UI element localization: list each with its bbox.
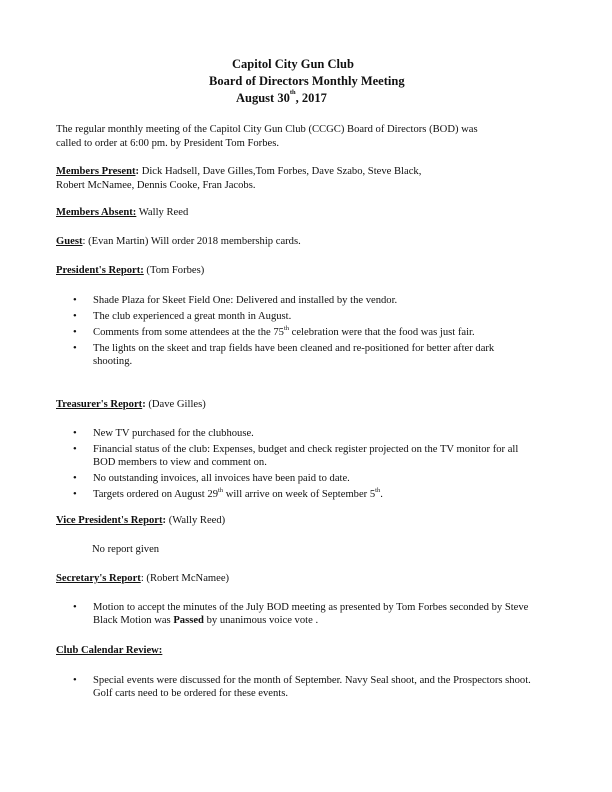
- president-report-heading: President's Report: (Tom Forbes): [56, 265, 205, 276]
- list-item: • Targets ordered on August 29th will arrive on week of September 5th.: [73, 489, 543, 502]
- calendar-review-heading: Club Calendar Review:: [56, 645, 163, 656]
- list-item: • Special events were discussed for the month of September. Navy Seal shoot, and the Prospectors shoot. Golf carts need to be ordered for these events.: [73, 675, 533, 701]
- vice-president-report-text: No report given: [92, 544, 160, 555]
- treasurer-report-list: [73, 428, 543, 505]
- list-item: • Shade Plaza for Skeet Field One: Delivered and installed by the vendor.: [73, 295, 543, 308]
- vice-president-report-heading: Vice President's Report: (Wally Reed): [56, 515, 226, 526]
- president-report-list: [73, 295, 543, 372]
- list-item: • No outstanding invoices, all invoices have been paid to date.: [73, 473, 543, 486]
- club-name: Capitol City Gun Club: [232, 57, 354, 71]
- treasurer-report-heading: Treasurer's Report: (Dave Gilles): [56, 399, 206, 410]
- guest-label: Guest: [56, 236, 83, 247]
- intro-line-2: called to order at 6:00 pm. by President Tom Forbes.: [56, 138, 279, 149]
- members-present-line-1: Members Present: Dick Hadsell, Dave Gilles,Tom Forbes, Dave Szabo, Steve Black,: [56, 166, 422, 177]
- members-absent: Members Absent: Wally Reed: [56, 207, 189, 218]
- intro-line-1: The regular monthly meeting of the Capitol City Gun Club (CCGC) Board of Directors (BOD) was: [56, 124, 478, 135]
- secretary-report-list: [73, 602, 543, 631]
- members-present-line-2: Robert McNamee, Dennis Cooke, Fran Jacobs.: [56, 180, 256, 191]
- guest-line: Guest: (Evan Martin) Will order 2018 membership cards.: [56, 236, 301, 247]
- members-absent-label: Members Absent:: [56, 207, 137, 218]
- list-item: • Comments from some attendees at the the 75th celebration were that the food was just fair.: [73, 327, 543, 340]
- list-item: • New TV purchased for the clubhouse.: [73, 428, 543, 441]
- list-item: • Motion to accept the minutes of the July BOD meeting as presented by Tom Forbes seconded by Steve Black Motion was Passed by unanimous voice vote .: [73, 602, 543, 628]
- secretary-report-heading: Secretary's Report: (Robert McNamee): [56, 573, 230, 584]
- list-item: • The club experienced a great month in August.: [73, 311, 543, 324]
- members-present-label: Members Present: [56, 166, 136, 177]
- meeting-title: Board of Directors Monthly Meeting: [209, 74, 405, 88]
- list-item: • The lights on the skeet and trap fields have been cleaned and re-positioned for better after dark shooting.: [73, 343, 533, 369]
- meeting-date: August 30th, 2017: [236, 89, 327, 105]
- list-item: • Financial status of the club: Expenses, budget and check register projected on the TV monitor for all BOD members to view and comment on.: [73, 444, 533, 470]
- calendar-review-list: [73, 675, 543, 704]
